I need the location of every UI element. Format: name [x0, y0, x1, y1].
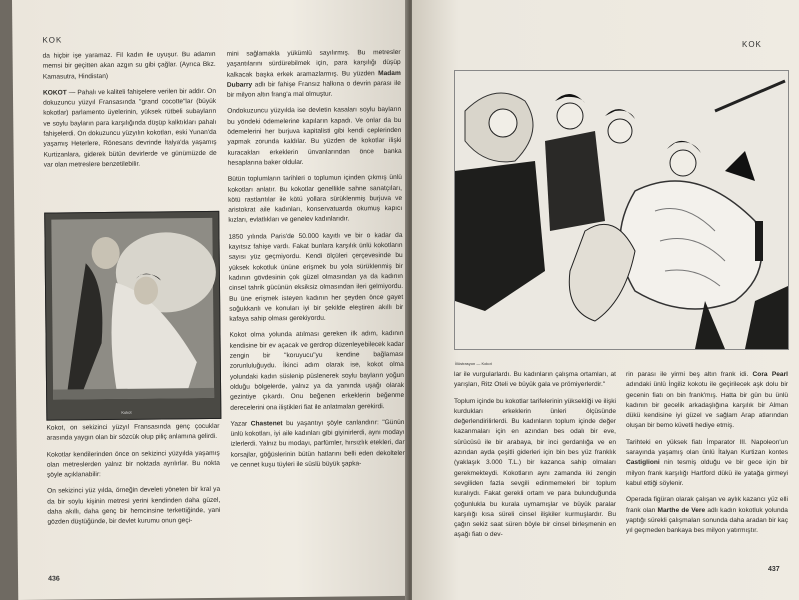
person-name: Cora Pearl: [752, 371, 788, 378]
paragraph: On sekizinci yüz yılda, örneğin develeti yöneten bir kral ya da bir soylu kişinin metresi yerini kendinden daha güzel, daha akıllı, daha genç bir hemcinsine terkettiğinde, yani gözden düştüğünde, bir devlet kurumu onun geçi-: [47, 486, 221, 527]
left-column-1-top: [43, 50, 218, 212]
paragraph: 1850 yılında Paris'de 50.000 kayıtlı ve bir o kadar da kayıtsız fahişe vardı. Fakat bunlara karşılık ünlü kokotların sayısı yüz geçmiyordu. Kendi ölçüleri çerçevesinde bu yüksek kokotluk ününe erişmek bu yola sürüklenmiş bir kadının gövdesinin çok güzel olmasından ya da kadının cinsel tahrik gücünün eksiksiz olmasından ileri gelmiyordu. Bu üne erişmek isteyen kadının her şeyden önce gayet soğukkanlı ve konuları iyi bir şekilde eleştiren akıllı bir kafaya sahip olması gerekiyordu.: [228, 231, 404, 323]
paragraph: mini sağlamakla yükümlü sayılırmış. Bu metresler yaşantılarını sürdürebilmek için, para karşılığı düşüp kalkacak başka erkek aramazlarmış. Bu yüzden Madam Dubarry adlı bir fahişe Fransız halkına o devrin parası ile bir milyon altın frang'a mal olmuştur.: [226, 48, 401, 99]
right-column-1: [454, 370, 616, 580]
cancan-illustration: [454, 70, 789, 366]
image-caption: Kokot: [121, 409, 132, 415]
paragraph: Ondokuzuncu yüzyılda ise devletin kasaları soylu bayların bu yöndeki ödemelerine kapıların kapadı. Ve onlar da bu ödemelerini her burjuva kapitalisti gibi kendi ceplerinden yapmak zorunda kaldılar. Bu yüzden de kokotlar ilişki kuracakları erkeklerin ünvanlarından önce banka hesaplarına baker oldular.: [227, 106, 402, 167]
right-page: [412, 0, 799, 600]
paragraph: Kokotlar kendilerinden önce on sekizinci yüzyılda yaşamış olan metreslerden yalnız bir noktada ayrılırlar. Bu nokta şöyle açıklanabilir:: [46, 449, 220, 479]
engraving-illustration: [44, 211, 221, 421]
paragraph: Operada figüran olarak çalışan ve aylık kazancı yüz elli frank olan Marthe de Vere adlı kadın kokotluk yolunda yaptığı sürekli çalışmaları sonunda daha aradan bir kaç yıl geçmeden bankaya bes milyon yatırmıştır.: [626, 496, 788, 535]
paragraph: da hiçbir işe yaramaz. Fil kadın ile uyuşur. Bu adamın memsi bir geçitten akan azgın su gibi çağlar. (Ayrıca Bkz. Kamasutra, Hindistan): [42, 50, 216, 81]
page-number: 436: [48, 575, 60, 583]
right-column-2: [626, 370, 788, 570]
paragraph: KOKOT — Pahalı ve kaliteli fahişelere verilen bir addır. On dokuzuncu yüzyıl Fransasında "grand cocotte"lar (büyük kokotlar) parlamento üyelerinin, yüksek rütbeli subayların ve soylu bayların para karşılığında düşüp kalktıkları pahalı fahişelerdi. On dokuzuncu yüzyılın kokotları, eski Yunan'da yaşamış Heterlere, Rönesans devrinde İtalya'da yaşamış Kurtizanlara, giderek bütün devirlerde ve günümüzde de var olan metreslere benzetilebilir.: [42, 87, 217, 169]
left-column-2: [227, 48, 406, 570]
running-header: KOK: [42, 35, 63, 45]
paragraph: lar ile vurgularlardı. Bu kadınların çalışma ortamları, at yarışları, Ritz Oteli ve büyük gala ve prömiyerlerdir.": [454, 371, 616, 389]
entry-term: KOKOT: [42, 89, 67, 97]
paragraph: rin parası ile yirmi beş altın frank idi. Cora Pearl adındaki ünlü İngiliz kokotu ile geçirilecek aşk dolu bir gecenin fiatı on bin frank'mış. Hatta bir gün bu ünlü kadının bir gecelik arkadaşlığına karşılık bir Alman dükü kendisine iyi güzel ve sağlam Arap atlarından oluşan bir bemo küvetli hediye etmiş.: [626, 371, 788, 430]
left-page: [12, 0, 415, 600]
paragraph: Kokot olma yolunda atılması gereken ilk adım, kadının kendisine bir ev açacak ve gerdrop düzenleyebilecek kadar zengin bir "koruyucu"yu kendine bağlaması zorunluluğuydu. İkinci adım olarak ise, kokot olma yolundaki kadın süslenip püslenerek soylu bayların yoğun olduğu bölgelerde, yalnız ya da yanında uşağı olarak gezintiye çıkardı. Onu beğenen erkeklerin beğenme derecelerini ona iliştikleri fiat ile anlatmaları gerekirdi.: [229, 330, 405, 412]
person-name: Madam Dubarry: [226, 69, 401, 89]
paragraph: Yazar Chastenet bu yaşantıyı şöyle canlandırır: "Günün ünlü kokotları, iyi aile kadınları gibi giyinirlerdi, aynı modayı izlerlerdi. Yalnız bu modayı, parfümler, hırsızlık etekleri, dar korsajlar, göğüslerinin bütün hatlarını belli eden dekolteler ve cennet kuşu tüyleri ile süslü büyük şapka-: [230, 418, 405, 469]
person-name: Chastenet: [250, 419, 283, 428]
image-caption: İllüstrasyon — Kokot: [455, 361, 492, 366]
running-header: KOK: [742, 40, 762, 49]
paragraph: Toplum içinde bu kokotlar tarifelerinin yüksekliği ve ilişki kurdukları erkeklerin ünleri ölçüsünde değerlendirilirlerdi. Bu kadınların toplum içinde değer kazanmaları için en azından bes odalı bir eve, sürücüsü ile bir arabaya, bir inci gerdanlığa ve en azından ayda çeşitli giderleri için bin bes yüz franklık (yaklaşık 3.000 T.L.) bir kazanca sahip olmaları gerekmekteydi. Kokotların aynı zamanda iki zengin sevgiliden fazla sevgili edinmemeleri bir toplum kuralıydı. Fakat gerekli ortam ve para bulunduğunda çoğunlukla bu kurala uymamışlar ve büyük paralar karşılığı kısa süreli cinsel ilişkiler kurmuşlardır. Bu çağın sekiz saat süren böyle bir cinsel birleşmenin en aşağı fiatı o dev-: [454, 397, 616, 539]
page-number: 437: [768, 566, 780, 573]
left-column-1-bottom: [46, 422, 221, 574]
paragraph: Tarihteki en yüksek fiatı İmparator III. Napoleon'un sarayında yaşamış olan ünlü İtalyan Kurtizan kontes Castiglioni nin tesmiş olduğu ve bir gece için bir milyon frank karşılığı Hartford dükü ile yatağa girmeyi kabul ettiği söylenir.: [626, 438, 788, 487]
person-name: Castiglioni: [626, 459, 660, 467]
couple-engraving-picture: [45, 212, 220, 420]
paragraph: Kokot, on sekizinci yüzyıl Fransasında genç çocuklar arasında yaygın olan bir sözcük olup piliç anlamına gelirdi.: [46, 422, 220, 442]
person-name: Marthe de Vere: [657, 506, 706, 514]
paragraph: Bütün toplumların tarihleri o toplumun içinden çıkmış ünlü kokotları anlatır. Bu kokotlar genellikle sahne sanatçıları, kötü rastlantılar ile kötü yollara sürüklenmiş burjuva ve aristokrat aile kadınları, konservatuarda okumuş kapıcı kızları, evlatlıkları ve genelev kadınlarıdır.: [227, 174, 403, 225]
cancan-dancers-picture: [455, 71, 788, 349]
